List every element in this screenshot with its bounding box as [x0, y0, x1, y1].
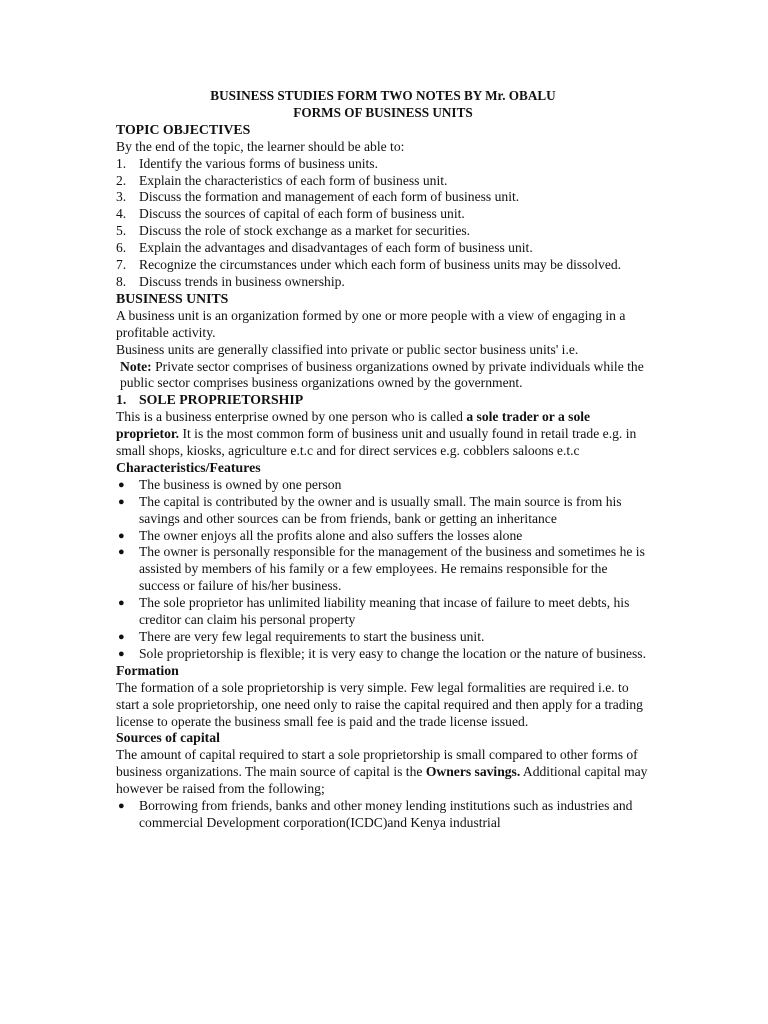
sources-text-continued: Additional capital may however be raised from the following; [116, 764, 648, 797]
sources-list [116, 798, 650, 832]
objective-text: Explain the characteristics of each form of business unit. [139, 172, 448, 188]
capital-source-item [116, 798, 650, 832]
objective-text: Explain the advantages and disadvantages of each form of business unit. [139, 240, 533, 256]
objective-number: 5. [116, 223, 127, 239]
objective-item [116, 156, 650, 173]
formation-text: The formation of a sole proprietorship is very simple. Few legal formalities are required i.e. to start a sole proprietorship, one need only to raise the capital required and then apply for a trading license to operate the business small fee is paid and the trade license issued. [116, 679, 643, 729]
objective-number: 7. [116, 257, 127, 273]
objective-text: Identify the various forms of business units. [139, 155, 378, 171]
bullet-icon: ● [118, 546, 125, 559]
note-text: Private sector comprises of business organizations owned by private individuals while the public sector comprises business organizations owned by the government. [120, 358, 644, 391]
characteristic-item [116, 528, 650, 545]
objective-text: Discuss trends in business ownership. [139, 273, 345, 289]
sources-bold-term: Owners savings. [425, 764, 521, 780]
characteristic-item [116, 494, 650, 528]
bullet-icon: ● [118, 495, 125, 508]
objective-number: 3. [116, 189, 127, 205]
objective-item [116, 257, 650, 274]
capital-source-item-text: Borrowing from friends, banks and other money lending institutions such as industries and commercial Development corporation(ICDC)and Kenya industrial [139, 798, 633, 830]
document-page [116, 88, 650, 832]
objective-item [116, 274, 650, 291]
characteristic-item-text: Sole proprietorship is flexible; it is very easy to change the location or the nature of business. [139, 645, 646, 661]
document-subtitle: FORMS OF BUSINESS UNITS [293, 104, 473, 120]
characteristic-item [116, 544, 650, 595]
objective-number: 2. [116, 172, 127, 188]
sources-text: The amount of capital required to start a sole proprietorship is small compared to other forms of business organizations. The main source of capital is the [116, 747, 638, 780]
objective-item [116, 223, 650, 240]
bullet-icon: ● [118, 631, 125, 643]
characteristics-list [116, 477, 650, 663]
objective-item [116, 189, 650, 206]
characteristic-item [116, 629, 650, 646]
section-number: 1. [116, 392, 127, 408]
characteristic-item [116, 477, 650, 494]
business-units-classification: Business units are generally classified into private or public sector business units' i.e. [116, 341, 579, 357]
business-units-definition: A business unit is an organization formed by one or more people with a view of engaging in a profitable activity. [116, 307, 626, 340]
characteristic-item-text: There are very few legal requirements to start the business unit. [139, 629, 485, 644]
bullet-icon: ● [118, 478, 125, 491]
bullet-icon: ● [118, 800, 125, 813]
objective-number: 8. [116, 273, 127, 289]
formation-heading: Formation [116, 662, 179, 678]
definition-text: This is a business enterprise owned by one person who is called [116, 409, 467, 425]
note-label: Note: [120, 358, 152, 374]
bullet-icon: ● [118, 597, 125, 610]
objective-text: Recognize the circumstances under which each form of business units may be dissolved. [139, 257, 622, 273]
business-units-heading: BUSINESS UNITS [116, 290, 229, 306]
characteristics-heading: Characteristics/Features [116, 459, 261, 475]
objective-text: Discuss the sources of capital of each form of business unit. [139, 206, 465, 222]
note-paragraph [116, 359, 650, 393]
characteristic-item-text: The owner is personally responsible for the management of the business and sometimes he is assisted by members of his family or a few employees. He remains responsible for the success or failure of his/her business. [139, 544, 645, 594]
definition-bold-term: a sole trader or a sole proprietor. [116, 409, 591, 442]
objective-item [116, 240, 650, 257]
sources-of-capital-heading: Sources of capital [116, 730, 220, 746]
characteristic-item-text: The owner enjoys all the profits alone and also suffers the losses alone [139, 527, 523, 543]
sole-proprietorship-definition [116, 409, 650, 460]
objectives-list [116, 156, 650, 291]
document-title: BUSINESS STUDIES FORM TWO NOTES BY Mr. OBALU [210, 88, 556, 103]
objective-item [116, 206, 650, 223]
characteristic-item-text: The capital is contributed by the owner and is usually small. The main source is from his savings and other sources can be from friends, bank or getting an inheritance [139, 493, 622, 526]
bullet-icon: ● [118, 529, 125, 542]
definition-text-continued: It is the most common form of business unit and usually found in retail trade e.g. in small shops, kiosks, agriculture e.t.c and for direct services e.g. cobblers saloons e.t.c [116, 426, 637, 459]
characteristic-item [116, 595, 650, 629]
section-title: SOLE PROPRIETORSHIP [139, 392, 304, 408]
objective-number: 1. [116, 155, 127, 171]
characteristic-item-text: The business is owned by one person [139, 476, 342, 492]
objective-item [116, 173, 650, 190]
sources-of-capital-text [116, 747, 650, 798]
characteristic-item-text: The sole proprietor has unlimited liability meaning that incase of failure to meet debts, his creditor can claim his personal property [139, 595, 630, 628]
objective-number: 4. [116, 206, 127, 222]
sole-proprietorship-heading [116, 392, 650, 409]
topic-objectives-intro: By the end of the topic, the learner should be able to: [116, 138, 405, 154]
topic-objectives-heading: TOPIC OBJECTIVES [116, 121, 251, 137]
objective-text: Discuss the role of stock exchange as a market for securities. [139, 223, 471, 239]
objective-number: 6. [116, 240, 127, 256]
characteristic-item [116, 646, 650, 663]
objective-text: Discuss the formation and management of each form of business unit. [139, 189, 520, 205]
bullet-icon: ● [118, 647, 125, 660]
